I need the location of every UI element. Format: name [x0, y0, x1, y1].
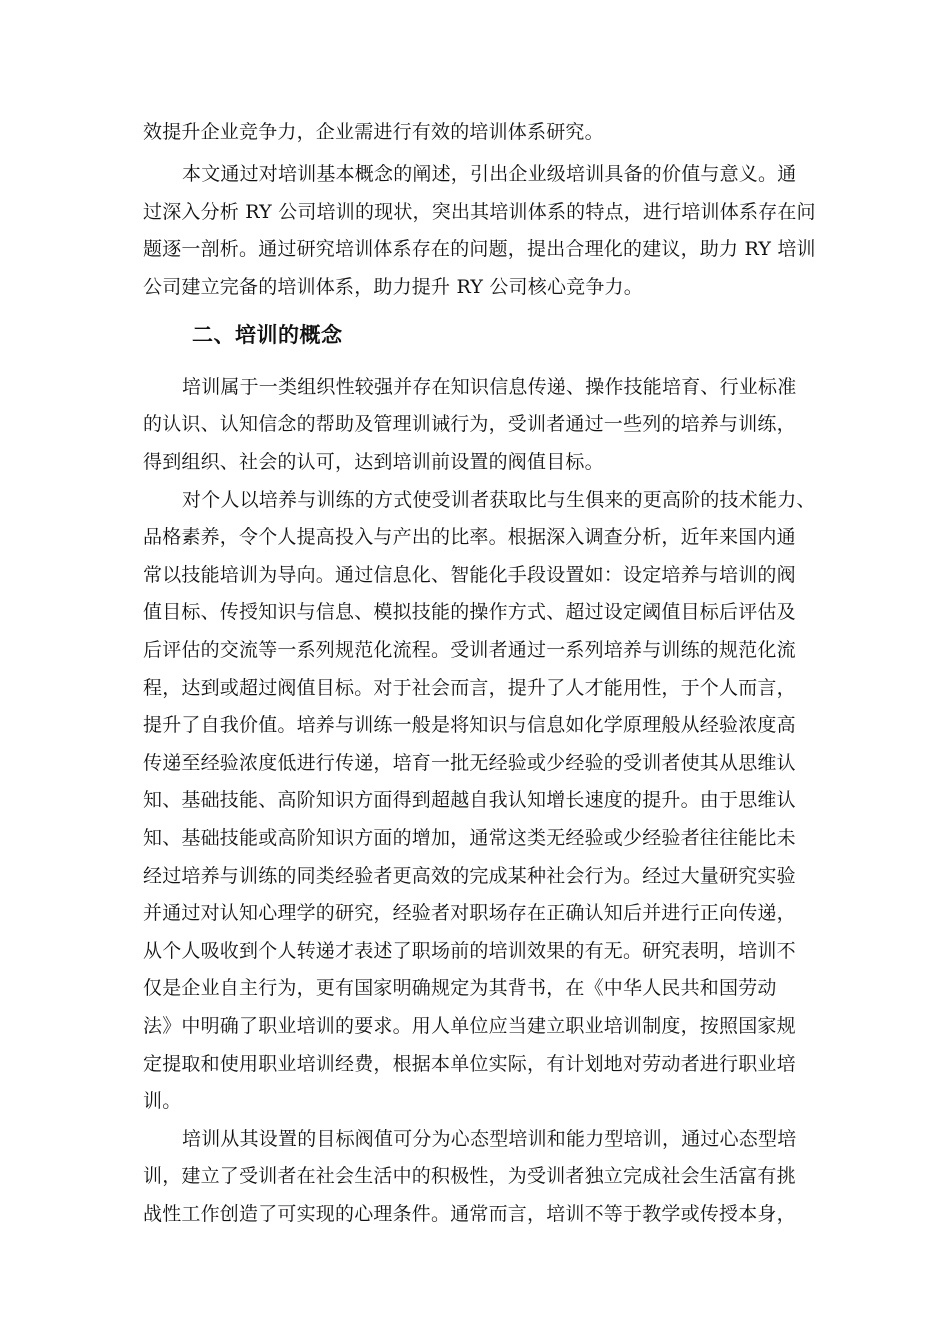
section-paragraph-2-line-3: 常以技能培训为导向。通过信息化、智能化手段设置如：设定培养与培训的阀 — [143, 564, 796, 586]
section-paragraph-2-line-14: 仅是企业自主行为，更有国家明确规定为其背书，在《中华人民共和国劳动 — [143, 977, 777, 999]
intro-paragraph-2-line-1: 本文通过对培训基本概念的阐述，引出企业级培训具备的价值与意义。通 — [182, 163, 797, 185]
section-paragraph-2-line-4: 值目标、传授知识与信息、模拟技能的操作方式、超过设定阈值目标后评估及 — [143, 601, 796, 623]
intro-paragraph-1-line-1: 效提升企业竞争力，企业需进行有效的培训体系研究。 — [143, 121, 604, 143]
intro-paragraph-2-line-3: 题逐一剖析。通过研究培训体系存在的问题，提出合理化的建议，助力 RY 培训 — [143, 238, 816, 260]
section-heading: 二、培训的概念 — [192, 323, 343, 347]
section-paragraph-1-line-1: 培训属于一类组织性较强并存在知识信息传递、操作技能培育、行业标准 — [182, 376, 797, 398]
intro-paragraph-2-line-4: 公司建立完备的培训体系，助力提升 RY 公司核心竞争力。 — [143, 276, 643, 298]
section-paragraph-2-line-13: 从个人吸收到个人转递才表述了职场前的培训效果的有无。研究表明，培训不 — [143, 940, 796, 962]
section-paragraph-2-line-16: 定提取和使用职业培训经费，根据本单位实际，有计划地对劳动者进行职业培 — [143, 1053, 796, 1075]
section-paragraph-2-line-2: 品格素养，令个人提高投入与产出的比率。根据深入调查分析，近年来国内通 — [143, 526, 796, 548]
section-paragraph-1-line-3: 得到组织、社会的认可，达到培训前设置的阀值目标。 — [143, 451, 604, 473]
intro-paragraph-2-line-2: 过深入分析 RY 公司培训的现状，突出其培训体系的特点，进行培训体系存在问 — [143, 201, 816, 223]
section-paragraph-3-line-2: 训，建立了受训者在社会生活中的积极性，为受训者独立完成社会生活富有挑 — [143, 1165, 796, 1187]
section-paragraph-2-line-5: 后评估的交流等一系列规范化流程。受训者通过一系列培养与训练的规范化流 — [143, 639, 796, 661]
section-paragraph-2-line-1: 对个人以培养与训练的方式使受训者获取比与生俱来的更高阶的技术能力、 — [182, 489, 816, 511]
section-paragraph-2-line-12: 并通过对认知心理学的研究，经验者对职场存在正确认知后并进行正向传递， — [143, 902, 796, 924]
section-paragraph-2-line-10: 知、基础技能或高阶知识方面的增加，通常这类无经验或少经验者往往能比未 — [143, 827, 796, 849]
section-paragraph-2-line-8: 传递至经验浓度低进行传递，培育一批无经验或少经验的受训者使其从思维认 — [143, 752, 796, 774]
section-paragraph-2-line-9: 知、基础技能、高阶知识方面得到超越自我认知增长速度的提升。由于思维认 — [143, 789, 796, 811]
section-paragraph-1-line-2: 的认识、认知信念的帮助及管理训诫行为，受训者通过一些列的培养与训练， — [143, 413, 796, 435]
section-paragraph-2-line-6: 程，达到或超过阀值目标。对于社会而言，提升了人才能用性，于个人而言， — [143, 677, 796, 699]
section-paragraph-3-line-3: 战性工作创造了可实现的心理条件。通常而言，培训不等于教学或传授本身， — [143, 1203, 796, 1225]
section-paragraph-2-line-11: 经过培养与训练的同类经验者更高效的完成某种社会行为。经过大量研究实验 — [143, 865, 796, 887]
section-paragraph-3-line-1: 培训从其设置的目标阀值可分为心态型培训和能力型培训，通过心态型培 — [182, 1128, 797, 1150]
section-paragraph-2-line-7: 提升了自我价值。培养与训练一般是将知识与信息如化学原理般从经验浓度高 — [143, 714, 796, 736]
section-paragraph-2-line-17: 训。 — [143, 1090, 182, 1112]
section-paragraph-2-line-15: 法》中明确了职业培训的要求。用人单位应当建立职业培训制度，按照国家规 — [143, 1015, 796, 1037]
